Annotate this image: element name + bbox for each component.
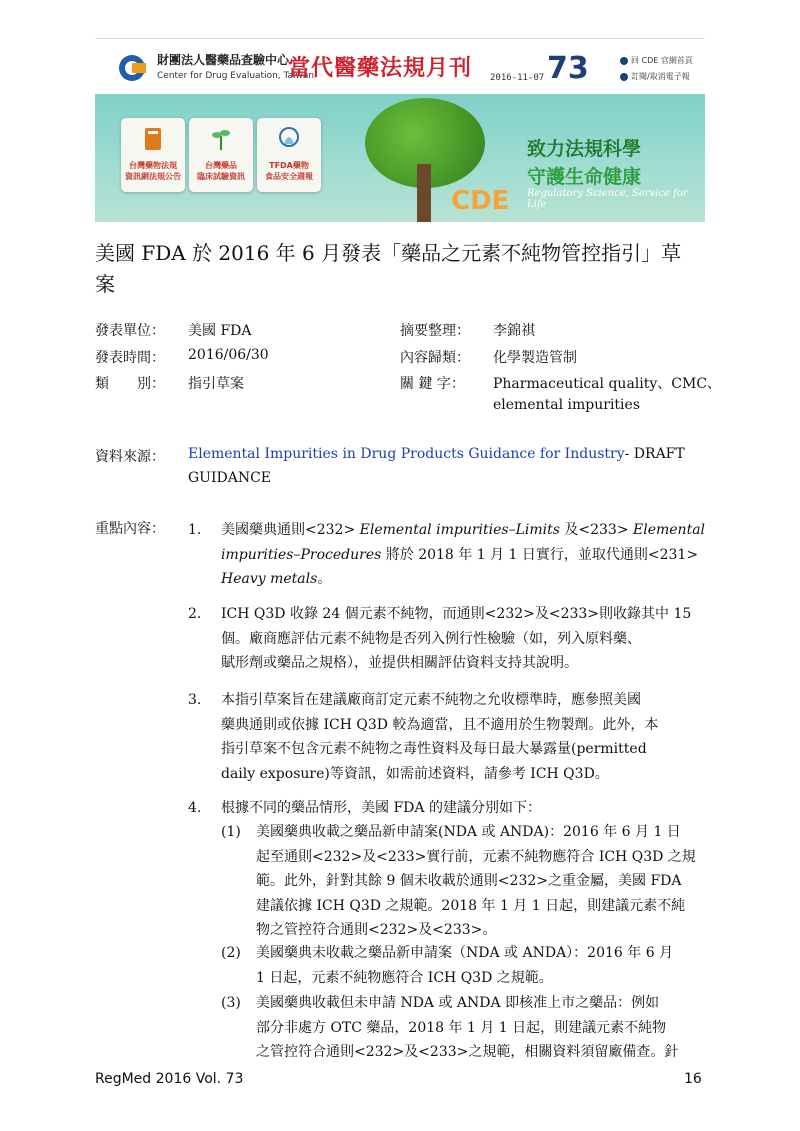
mail-icon xyxy=(620,73,628,81)
sub-item-line: 之管控符合通則<232>及<233>之規範，相關資料須留廠備查。針 xyxy=(256,1044,679,1060)
meta-keywords-2: elemental impurities xyxy=(493,397,640,413)
meta-editor: 李錦祺 xyxy=(493,323,535,339)
org-name-en: Center for Drug Evaluation, Taiwan xyxy=(157,71,315,81)
content-item-line: Heavy metals。 xyxy=(221,571,332,587)
meta-class: 化學製造管制 xyxy=(493,350,577,366)
meta-keywords-label: 關 鍵 字： xyxy=(400,376,465,392)
content-item-line: 美國藥典通則<232> Elemental impurities–Limits 及<233> Elemental xyxy=(221,522,706,538)
sub-item-line: 美國藥典收載但未申請 NDA 或 ANDA 即核准上市之藥品：例如 xyxy=(256,995,660,1011)
tfda-logo-icon xyxy=(278,126,300,152)
meta-category: 指引草案 xyxy=(188,376,244,392)
meta-unit-label: 發表單位： xyxy=(95,323,165,339)
header-banner xyxy=(95,94,705,222)
clinical-trial-button[interactable]: 台灣藥品 臨床試驗資訊 xyxy=(189,118,253,192)
content-item-line: 指引草案不包含元素不純物之毒性資料及每日最大暴露量(permitted xyxy=(221,741,647,757)
content-item-number: 4. xyxy=(188,800,202,816)
meta-class-label: 內容歸類： xyxy=(400,350,470,366)
magazine-title: 當代醫藥法規月刊 xyxy=(288,56,473,81)
sub-item-number: (2) xyxy=(221,945,241,961)
home-icon xyxy=(620,57,628,65)
content-item-line: daily exposure)等資訊，如需前述資料，請參考 ICH Q3D。 xyxy=(221,765,609,782)
sub-item-line: 部分非處方 OTC 藥品，2018 年 1 月 1 日起，則建議元素不純物 xyxy=(256,1019,667,1036)
issue-number: 73 xyxy=(547,51,589,86)
meta-editor-label: 摘要整理： xyxy=(400,323,470,339)
sub-item-line: 物之管控符合通則<232>及<233>。 xyxy=(256,922,497,938)
sub-item-number: (1) xyxy=(221,824,241,840)
article-title: 美國 FDA 於 2016 年 6 月發表「藥品之元素不純物管控指引」草 案 xyxy=(95,241,682,296)
source-label: 資料來源： xyxy=(95,449,165,465)
sub-item-line: 範。此外，針對其餘 9 個未收載於通則<232>之重金屬，美國 FDA xyxy=(256,873,682,889)
sub-item-line: 起至通則<232>及<233>實行前，元素不純物應符合 ICH Q3D 之規 xyxy=(256,848,696,865)
content-label: 重點內容： xyxy=(95,521,165,537)
slogan-line-2: 守護生命健康 xyxy=(527,166,642,188)
meta-time: 2016/06/30 xyxy=(188,347,269,363)
sub-item-number: (3) xyxy=(221,995,241,1011)
footer-volume: RegMed 2016 Vol. 73 xyxy=(95,1071,244,1087)
content-item-line: 本指引草案旨在建議廠商訂定元素不純物之允收標準時，應參照美國 xyxy=(221,692,641,708)
cde-logo-icon xyxy=(117,53,147,83)
cde-letters: CDE xyxy=(451,186,510,216)
cde-home-link[interactable]: 回 CDE 官網首頁 xyxy=(620,55,693,66)
source-link[interactable]: Elemental Impurities in Drug Products Guidance for Industry xyxy=(188,446,625,462)
slogan-line-1: 致力法規科學 xyxy=(527,138,642,160)
sub-item-line: 美國藥典收載之藥品新申請案(NDA 或 ANDA)：2016 年 6 月 1 日 xyxy=(256,824,681,840)
regulation-info-button[interactable]: 台灣藥物法規 資訊網法規公告 xyxy=(121,118,185,192)
header-top-bar xyxy=(95,38,705,95)
content-item-line: 藥典通則或依據 ICH Q3D 較為適當，且不適用於生物製劑。此外，本 xyxy=(221,716,659,733)
source-line-2: GUIDANCE xyxy=(188,470,272,486)
source-line: Elemental Impurities in Drug Products Guidance for Industry- DRAFT xyxy=(188,446,685,462)
meta-category-label: 類 別： xyxy=(95,376,165,392)
sub-item-line: 美國藥典未收載之藥品新申請案（NDA 或 ANDA）：2016 年 6 月 xyxy=(256,945,674,961)
meta-keywords-1: Pharmaceutical quality、CMC、 xyxy=(493,376,722,392)
tfda-weekly-button[interactable]: TFDA藥物 食品安全週報 xyxy=(257,118,321,192)
content-item-number: 3. xyxy=(188,692,202,708)
seedling-icon xyxy=(210,126,232,152)
content-item-line: impurities–Procedures 將於 2018 年 1 月 1 日實行，並取代通則<231> xyxy=(221,546,699,563)
issue-date: 2016-11-07 xyxy=(490,73,545,83)
sub-item-line: 1 日起，元素不純物應符合 ICH Q3D 之規範。 xyxy=(256,969,553,986)
content-item-line: 賦形劑或藥品之規格），並提供相關評估資料支持其說明。 xyxy=(221,655,578,671)
book-icon xyxy=(142,126,164,152)
content-item-line: 個。廠商應評估元素不純物是否列入例行性檢驗（如，列入原料藥、 xyxy=(221,630,641,647)
content-item-line: 根據不同的藥品情形，美國 FDA 的建議分別如下： xyxy=(221,800,541,816)
meta-time-label: 發表時間： xyxy=(95,350,165,366)
slogan-english: Regulatory Science, Service for Life xyxy=(527,188,688,210)
content-item-number: 2. xyxy=(188,606,202,622)
org-name-cn: 財團法人醫藥品查驗中心 xyxy=(157,53,290,67)
newsletter-header xyxy=(95,38,705,222)
meta-unit: 美國 FDA xyxy=(188,323,252,339)
tree-trunk xyxy=(417,164,431,222)
subscribe-link[interactable]: 訂閱/取消電子報 xyxy=(620,71,690,82)
content-item-number: 1. xyxy=(188,522,202,538)
sub-item-line: 建議依據 ICH Q3D 之規範。2018 年 1 月 1 日起，則建議元素不純 xyxy=(256,897,686,914)
content-item-line: ICH Q3D 收錄 24 個元素不純物，而通則<232>及<233>則收錄其中 15 xyxy=(221,606,692,622)
footer-page-number: 16 xyxy=(684,1071,702,1087)
